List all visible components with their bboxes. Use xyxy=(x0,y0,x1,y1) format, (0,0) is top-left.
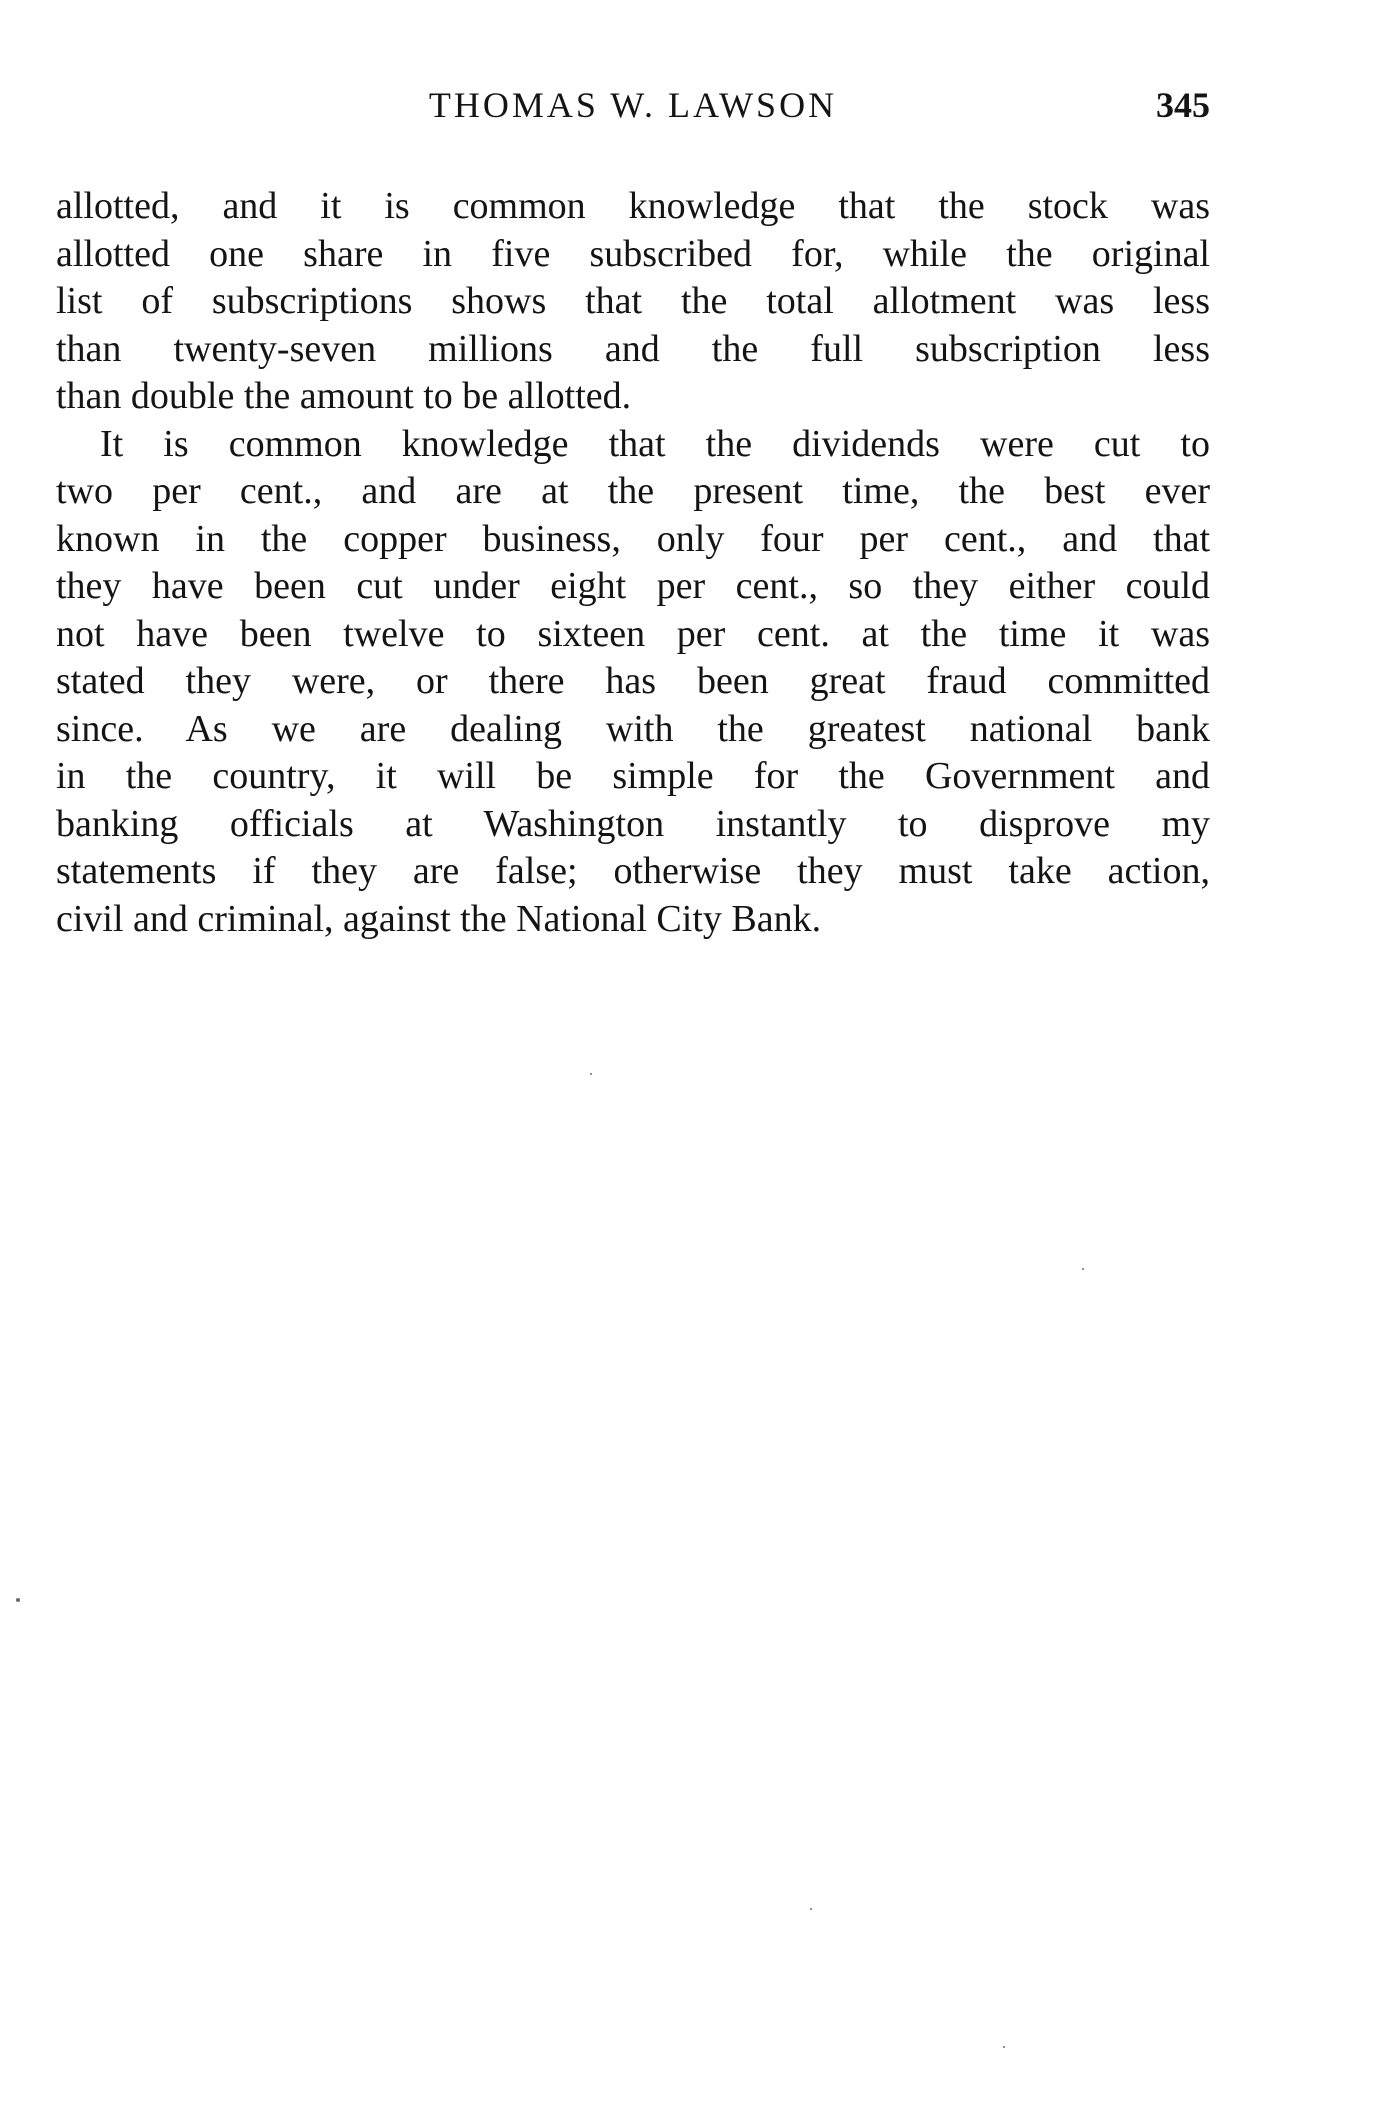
text-line: not have been twelve to sixteen per cent. at the time it was xyxy=(56,612,1210,655)
text-line: since. As we are dealing with the greatest national bank xyxy=(56,707,1210,750)
text-line: than twenty-seven millions and the full subscription less xyxy=(56,327,1210,370)
text-line: banking officials at Washington instantly to disprove my xyxy=(56,802,1210,845)
scan-speck xyxy=(1003,2046,1005,2048)
text-line: allotted, and it is common knowledge that the stock was xyxy=(56,185,1210,227)
text-line: allotted one share in five subscribed for, while the original xyxy=(56,232,1210,275)
text-line: known in the copper business, only four per cent., and that xyxy=(56,517,1210,560)
text-line: civil and criminal, against the National City Bank. xyxy=(56,897,822,940)
text-line: stated they were, or there has been great fraud committed xyxy=(56,660,1210,702)
running-title: THOMAS W. LAWSON xyxy=(428,85,838,125)
paragraph-1 xyxy=(56,183,1210,421)
scan-speck xyxy=(810,1908,812,1910)
text-line: statements if they are false; otherwise they must take action, xyxy=(56,850,1210,892)
scan-speck xyxy=(590,1073,592,1075)
scan-speck xyxy=(16,1598,20,1602)
text-line: It is common knowledge that the dividends were cut to xyxy=(100,422,1210,465)
text-line: two per cent., and are at the present time, the best ever xyxy=(56,470,1210,512)
page-number: 345 xyxy=(1156,85,1210,125)
text-line: than double the amount to be allotted. xyxy=(56,375,632,417)
running-head xyxy=(56,84,1210,134)
paragraph-2 xyxy=(56,421,1210,944)
text-line: in the country, it will be simple for the Government and xyxy=(56,755,1210,797)
text-line: list of subscriptions shows that the total allotment was less xyxy=(56,280,1210,322)
body-text xyxy=(56,183,1210,943)
scan-speck xyxy=(1082,1268,1084,1270)
text-line: they have been cut under eight per cent., so they either could xyxy=(56,565,1210,607)
